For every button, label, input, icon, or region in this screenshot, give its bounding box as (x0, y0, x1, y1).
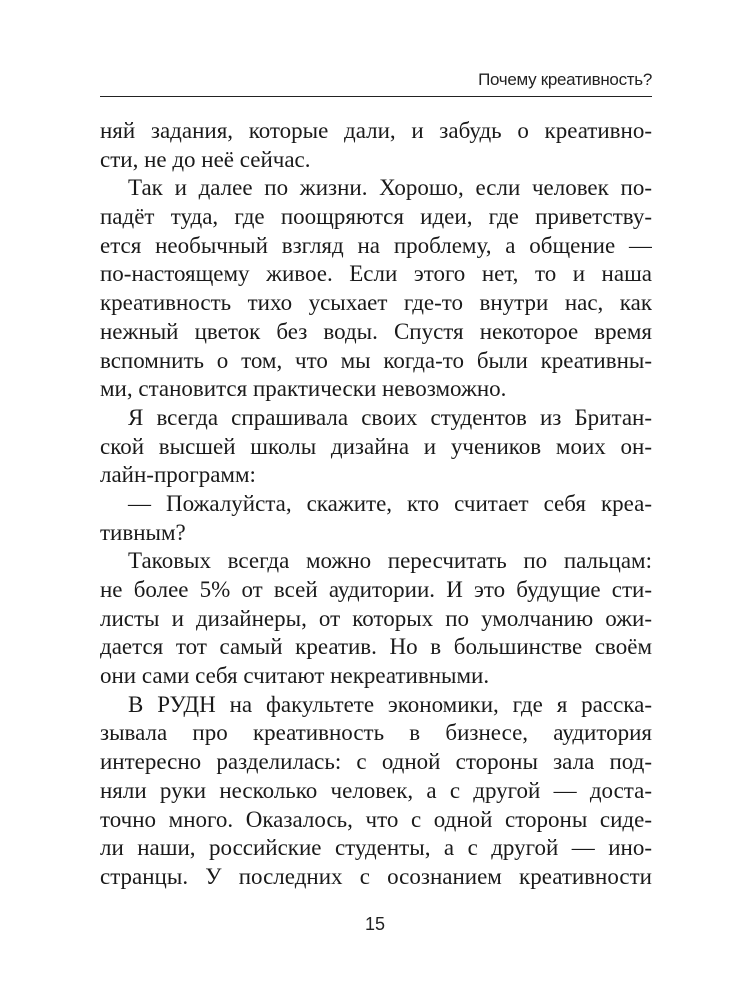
text-line: ской высшей школы дизайна и учеников моих он- (100, 433, 652, 459)
text-line: сти, не до неё сейчас. (100, 146, 311, 172)
text-line: по-настоящему живое. Если этого нет, то и наша (100, 261, 652, 287)
text-line: креативность тихо усыхает где-то внутри нас, как (100, 290, 652, 316)
text-line: тивным? (100, 519, 186, 545)
text-line: няли руки несколько человек, а с другой — доста- (100, 777, 652, 803)
text-line: — Пожалуйста, скажите, кто считает себя креа- (128, 490, 652, 516)
text-line: Я всегда спрашивала своих студентов из Британ- (128, 404, 652, 430)
text-line: ми, становится практически невозможно. (100, 376, 507, 402)
text-line: нежный цветок без воды. Спустя некоторое время (100, 318, 652, 344)
text-line: Таковых всегда можно пересчитать по пальцам: (128, 548, 652, 574)
text-line: вспомнить о том, что мы когда-то были креативны- (100, 347, 652, 373)
text-line: В РУДН на факультете экономики, где я расска- (128, 691, 652, 717)
text-line: дается тот самый креатив. Но в большинстве своём (100, 634, 652, 660)
text-line: Так и далее по жизни. Хорошо, если человек по- (128, 175, 652, 201)
text-line: зывала про креативность в бизнесе, аудитория (100, 720, 652, 746)
body-text (100, 117, 652, 892)
text-line: листы и дизайнеры, от которых по умолчанию ожи- (100, 605, 652, 631)
text-line: няй задания, которые дали, и забудь о креативно- (100, 118, 652, 143)
text-line: падёт туда, где поощряются идеи, где приветству- (100, 204, 652, 230)
text-line: они сами себя считают некреативными. (100, 663, 490, 689)
text-line: интересно разделилась: с одной стороны зала под- (100, 749, 652, 775)
text-line: не более 5% от всей аудитории. И это будущие сти- (100, 577, 652, 602)
page-number: 15 (364, 914, 386, 934)
text-line: ли наши, российские студенты, а с другой — ино- (100, 835, 652, 861)
text-line: странцы. У последних с осознанием креативности (100, 863, 652, 889)
text-line: лайн-программ: (100, 462, 256, 488)
running-title: Почему креативность? (478, 70, 652, 89)
text-line: точно много. Оказалось, что с одной стороны сиде- (100, 806, 652, 832)
running-header (100, 70, 652, 97)
text-line: ется необычный взгляд на проблему, а общение — (100, 232, 652, 258)
